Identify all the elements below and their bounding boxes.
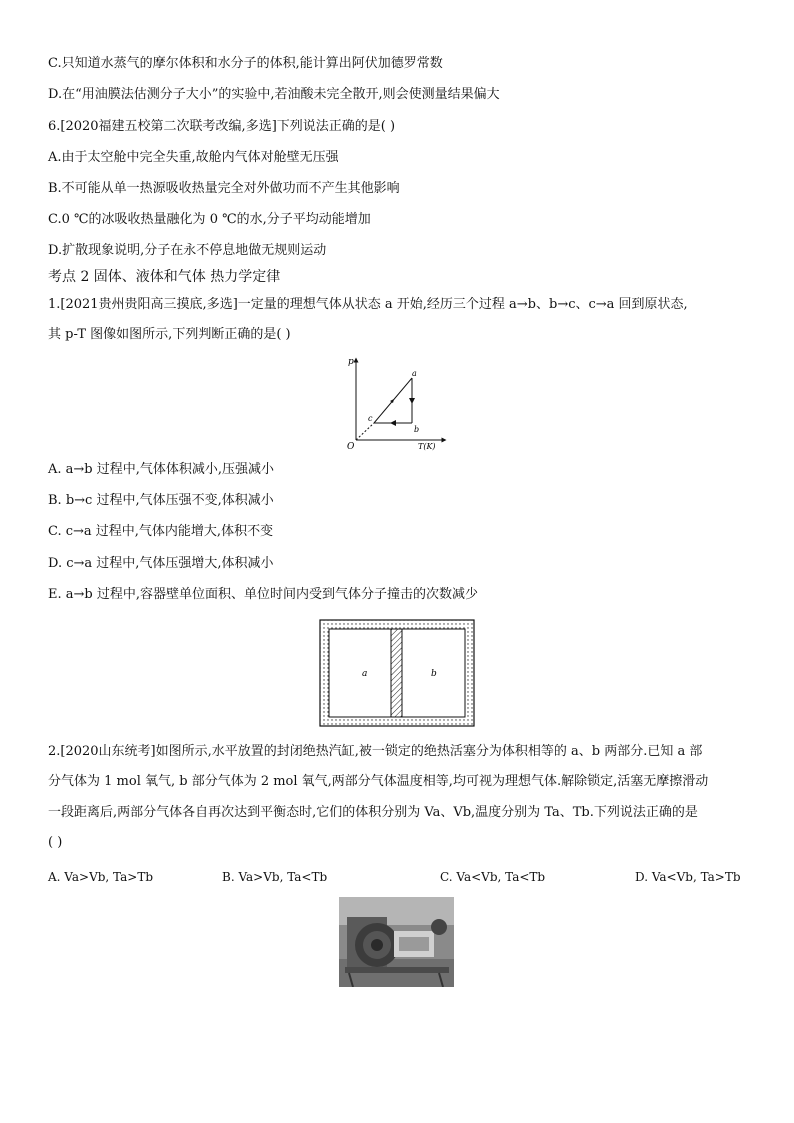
q6-option-c: C.0 ℃的冰吸收热量融化为 0 ℃的水,分子平均动能增加 <box>48 212 371 227</box>
q1-option-e: E. a→b 过程中,容器壁单位面积、单位时间内受到气体分子撞击的次数减少 <box>48 587 478 602</box>
state-c-label: c <box>368 414 373 423</box>
q2-line-4: ( ) <box>48 835 63 850</box>
q2-line-1: 2.[2020山东统考]如图所示,水平放置的封闭绝热汽缸,被一锁定的绝热活塞分为体积相等的 a、b 两部分.已知 a 部 <box>48 744 703 759</box>
arrow-ab <box>409 398 415 404</box>
q2-option-a: A. Va>Vb, Ta>Tb <box>48 870 154 884</box>
p-label: p <box>348 357 354 367</box>
q1-option-a: A. a→b 过程中,气体体积减小,压强减小 <box>48 462 275 477</box>
q6-option-a: A.由于太空舱中完全失重,故舱内气体对舱壁无压强 <box>48 150 339 165</box>
q6-option-d: D.扩散现象说明,分子在永不停息地做无规则运动 <box>48 243 327 258</box>
option-c-prev: C.只知道水蒸气的摩尔体积和水分子的体积,能计算出阿伏加德罗常数 <box>48 56 443 71</box>
q2-option-c: C. Va<Vb, Ta<Tb <box>440 870 546 884</box>
q2-line-2: 分气体为 1 mol 氧气, b 部分气体为 2 mol 氧气,两部分气体温度相等,均可视为理想气体.解除锁定,活塞无摩擦滑动 <box>48 774 709 789</box>
origin-label: O <box>347 442 355 452</box>
q1-option-d: D. c→a 过程中,气体压强增大,体积减小 <box>48 556 274 571</box>
q2-option-d: D. Va<Vb, Ta>Tb <box>635 870 741 884</box>
pt-graph <box>340 352 460 452</box>
q1-line-2: 其 p-T 图像如图所示,下列判断正确的是( ) <box>48 327 291 342</box>
state-a-label: a <box>412 369 417 378</box>
q1-option-b: B. b→c 过程中,气体压强不变,体积减小 <box>48 493 274 508</box>
chamber-a-label: a <box>362 669 368 679</box>
q2-line-3: 一段距离后,两部分气体各自再次达到平衡态时,它们的体积分别为 Va、Vb,温度分别为 Ta、Tb.下列说法正确的是 <box>48 805 698 820</box>
chamber-b-label: b <box>431 669 437 679</box>
q6-option-b: B.不可能从单一热源吸收热量完全对外做功而不产生其他影响 <box>48 181 400 196</box>
state-b-label: b <box>414 425 420 434</box>
piston <box>391 629 402 717</box>
t-label: T(K) <box>418 442 436 451</box>
q1-line-1: 1.[2021贵州贵阳高三摸底,多选]一定量的理想气体从状态 a 开始,经历三个过程 a→b、b→c、c→a 回到原状态, <box>48 297 688 312</box>
extension-dashed <box>356 423 374 440</box>
arrow-bc <box>390 420 396 426</box>
section-heading: 考点 2 固体、液体和气体 热力学定律 <box>48 269 281 285</box>
q2-option-b: B. Va>Vb, Ta<Tb <box>222 870 328 884</box>
machine-photo <box>339 897 454 987</box>
q1-option-c: C. c→a 过程中,气体内能增大,体积不变 <box>48 524 274 539</box>
question-6: 6.[2020福建五校第二次联考改编,多选]下列说法正确的是( ) <box>48 119 396 134</box>
cylinder-diagram <box>318 618 476 728</box>
option-d-prev: D.在“用油膜法估测分子大小”的实验中,若油酸未完全散开,则会使测量结果偏大 <box>48 87 500 102</box>
